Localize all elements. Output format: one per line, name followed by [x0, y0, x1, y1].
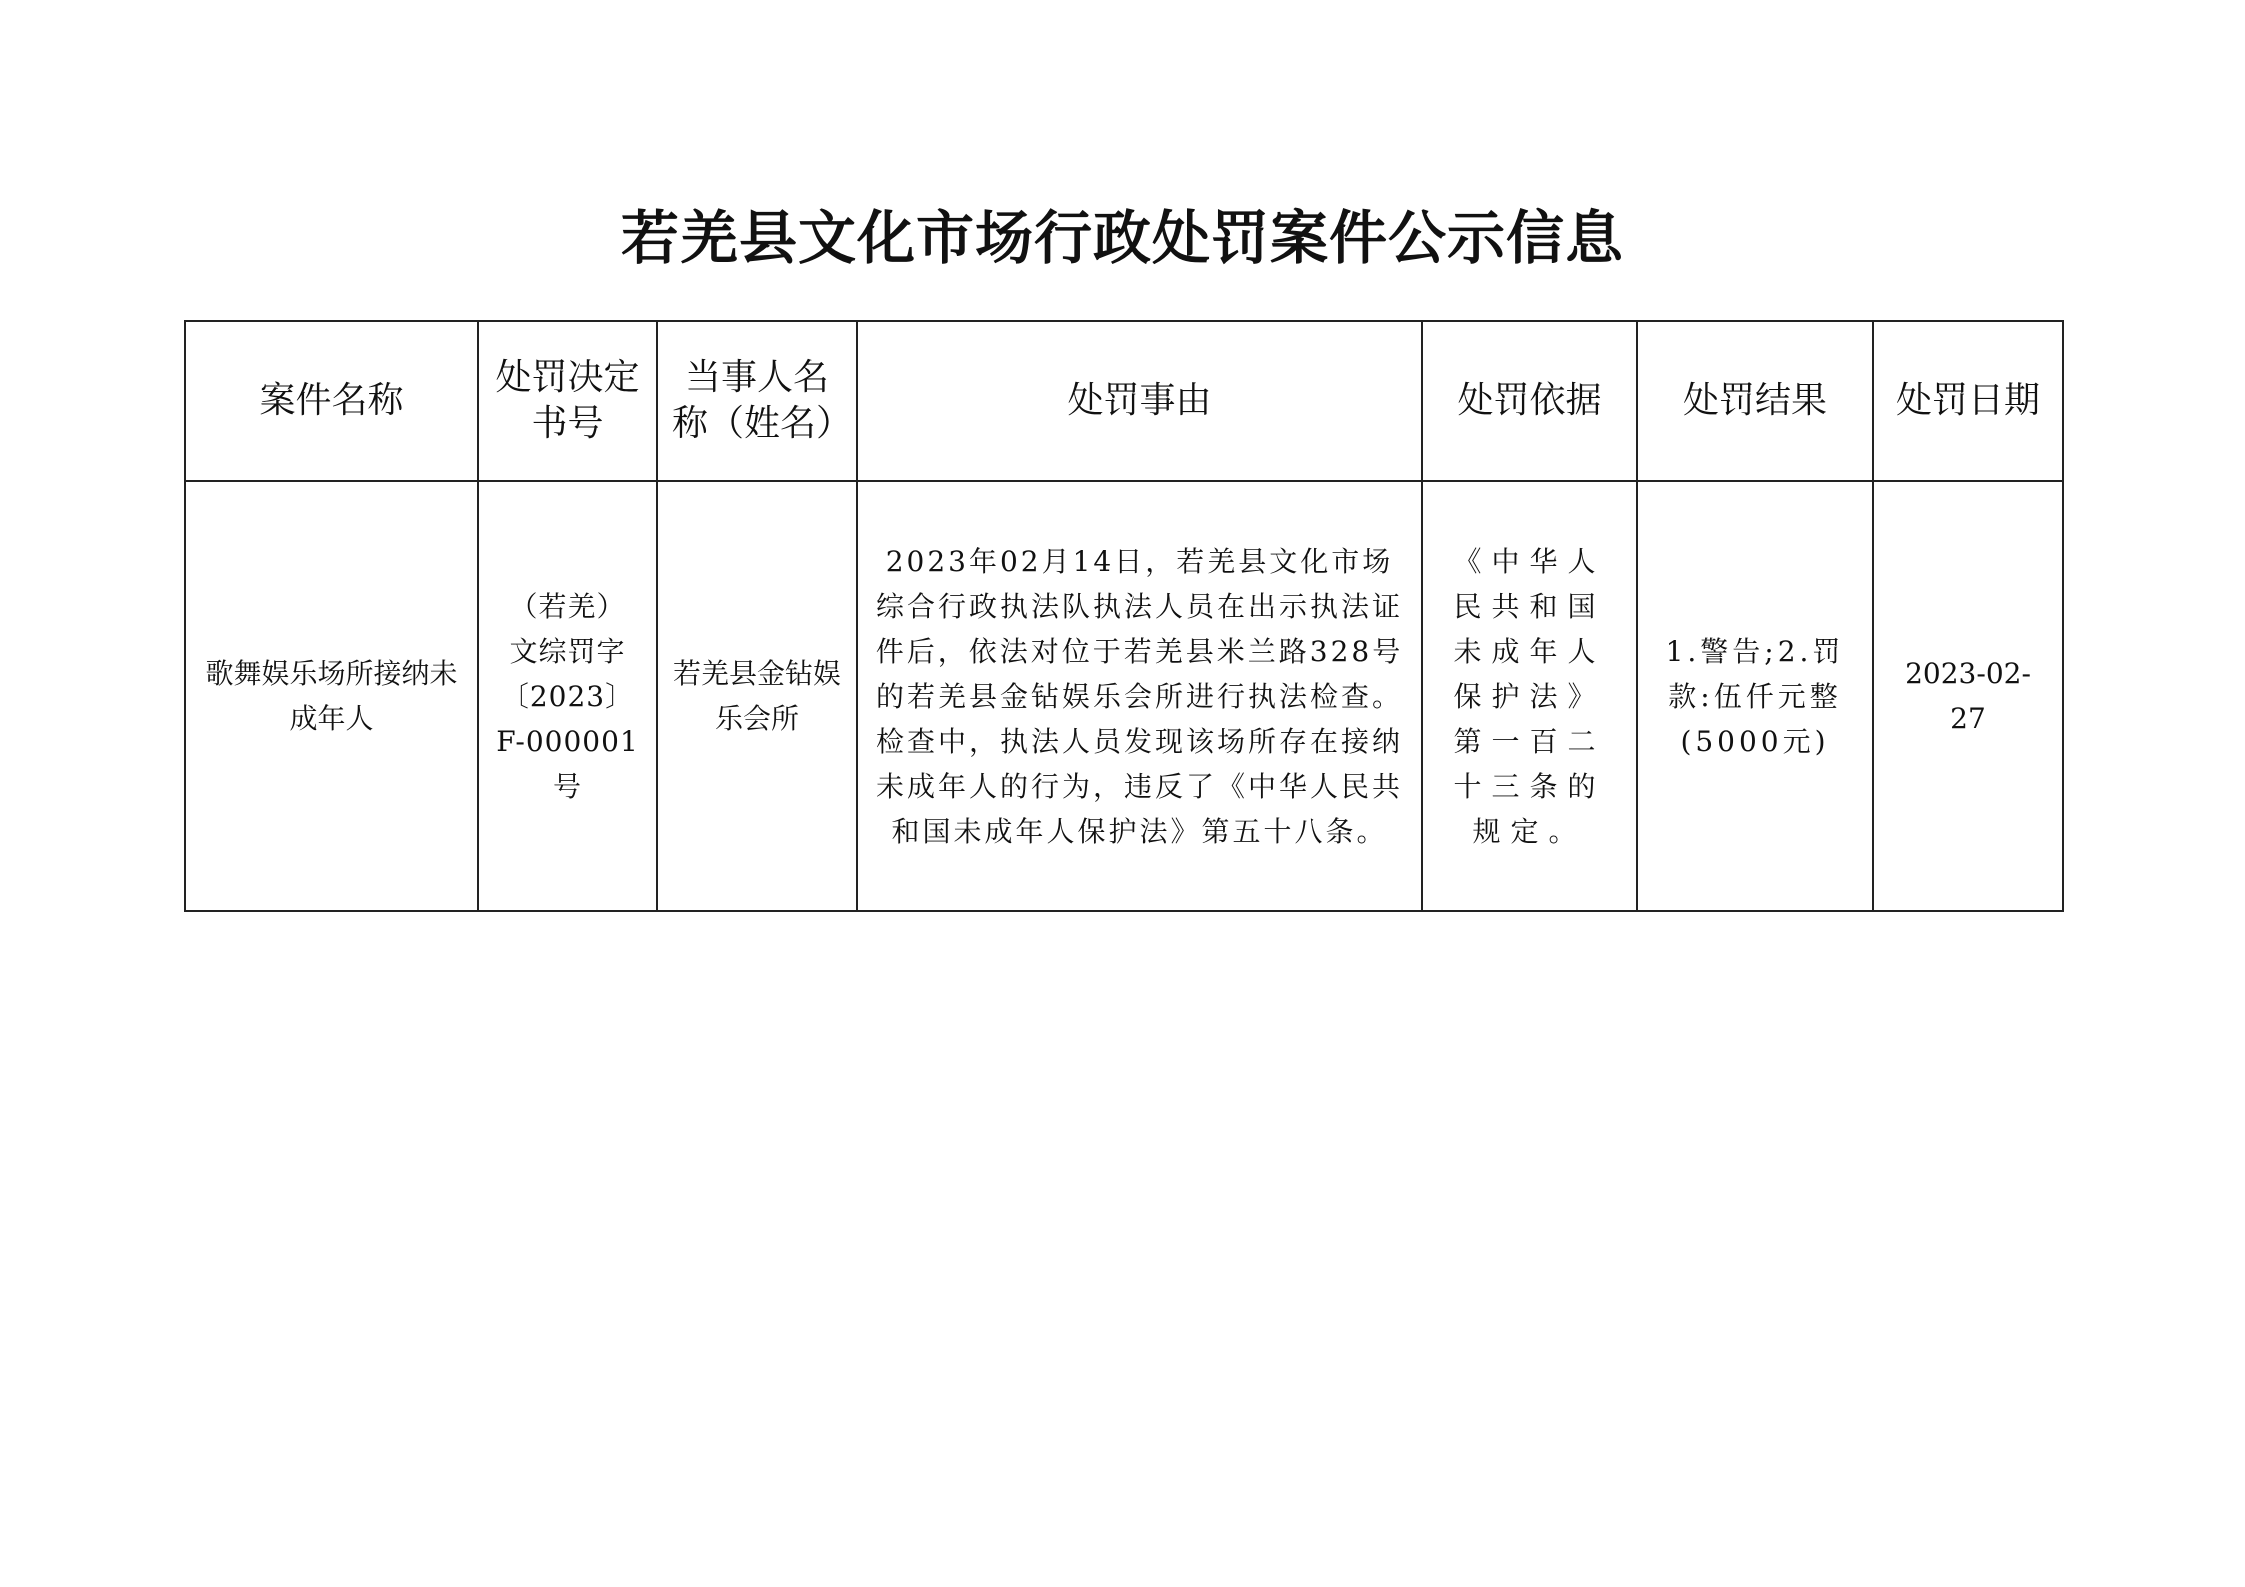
- cell-result: 1.警告;2.罚款:伍仟元整(5000元): [1637, 481, 1873, 911]
- header-reason: 处罚事由: [857, 321, 1422, 481]
- page-title: 若羌县文化市场行政处罚案件公示信息: [620, 204, 1624, 272]
- header-basis: 处罚依据: [1422, 321, 1637, 481]
- decision-no-line: F-000001: [496, 724, 639, 758]
- decision-no-line: （若羌）: [509, 589, 626, 623]
- cell-party: 若羌县金钻娱乐会所: [657, 481, 857, 911]
- decision-no-line: 号: [552, 769, 582, 803]
- decision-no-line: 文综罚字: [509, 634, 626, 668]
- cell-date: 2023-02-27: [1873, 481, 2063, 911]
- case-table: [184, 320, 2064, 912]
- table-row: [185, 481, 2063, 911]
- cell-case-name: 歌舞娱乐场所接纳未成年人: [185, 481, 478, 911]
- cell-decision-no: [478, 481, 657, 911]
- header-party: 当事人名称（姓名）: [657, 321, 857, 481]
- header-result: 处罚结果: [1637, 321, 1873, 481]
- header-case-name: 案件名称: [185, 321, 478, 481]
- cell-reason: 2023年02月14日，若羌县文化市场综合行政执法队执法人员在出示执法证件后，依法对位于若羌县米兰路328号的若羌县金钻娱乐会所进行执法检查。检查中，执法人员发现该场所存在接纳未成年人的行为，违反了《中华人民共和国未成年人保护法》第五十八条。: [857, 481, 1422, 911]
- decision-no-line: 〔2023〕: [500, 679, 635, 713]
- header-date: 处罚日期: [1873, 321, 2063, 481]
- table-header-row: [185, 321, 2063, 481]
- cell-basis: 《中华人民共和国未成年人保护法》第一百二十三条的规定。: [1422, 481, 1637, 911]
- header-decision-no: 处罚决定书号: [478, 321, 657, 481]
